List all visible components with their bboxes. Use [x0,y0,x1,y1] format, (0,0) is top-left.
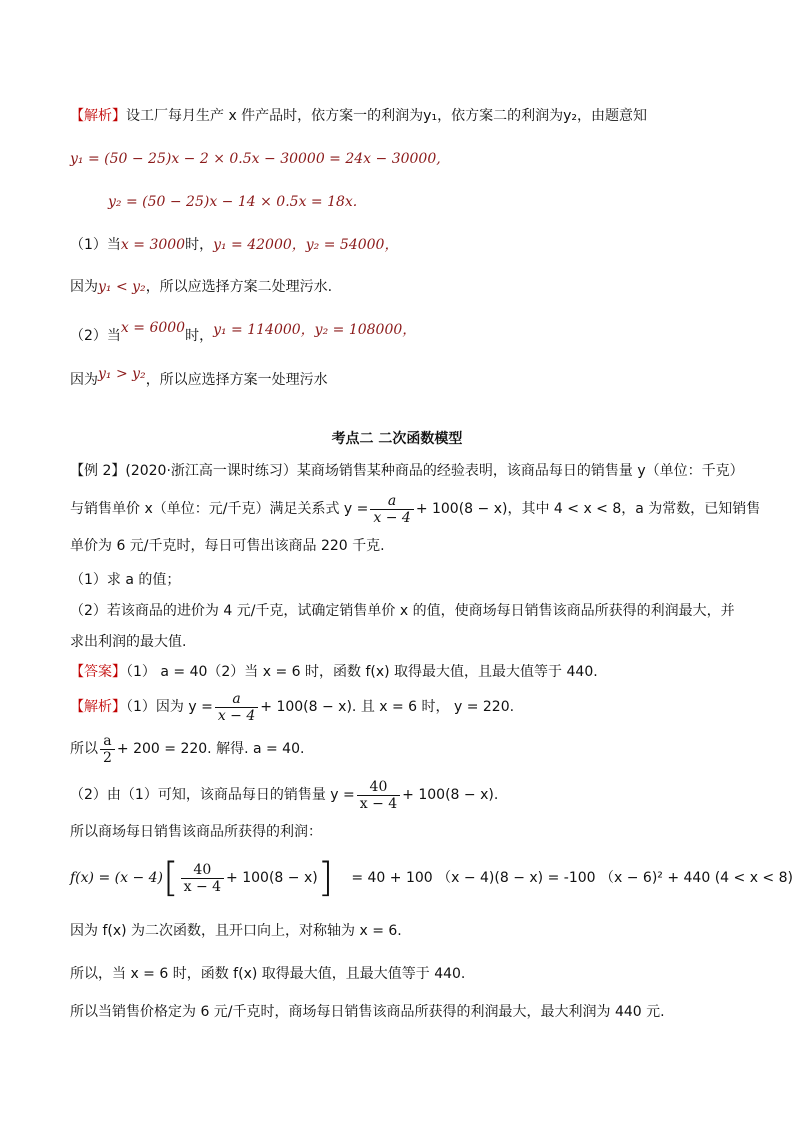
case-1-x: x = 3000 [120,237,186,253]
example-tag: 【例 2】 [70,463,126,479]
answer-text: （1） a = 40（2）当 x = 6 时，函数 f(x) 取得最大值，且最大值等于 440. [126,664,598,680]
frac-den: x − 4 [359,795,398,812]
solution-text-3b: + 100(8 − x). [402,787,499,803]
frac-num: 40 [181,862,224,879]
frac-den: x − 4 [183,878,222,895]
case-2-values: y₁ = 114000，y₂ = 108000， [213,322,417,338]
profit-rhs: = 40 + 100 （x − 4)(8 − x) = -100 （x − 6)² + 440 (4 < x < 8) [351,870,793,886]
analysis-intro: 设工厂每月生产 x 件产品时，依方案一的利润为y₁，依方案二的利润为y₂，由题意知 [126,108,647,124]
case-2-line [70,320,417,346]
case-1-conc-math: y₁ < y₂ [98,279,146,295]
fraction-a-over-2 [100,733,115,766]
fraction-40-over-x-4 [357,779,400,812]
solution-text-2b: + 200 = 220. 解得. a = 40. [116,741,305,757]
solution-text-1a: （1）因为 y = [126,699,213,715]
question-2-line-1: （2）若该商品的进价为 4 元/千克，试确定销售单价 x 的值，使商场每日销售该商品所获得的利润最大，并 [70,603,735,619]
solution-line-2 [70,732,304,766]
example-line-3: 单价为 6 元/千克时，每日可售出该商品 220 千克. [70,538,385,554]
frac-num: a [370,493,413,510]
solution-line-8: 所以当销售价格定为 6 元/千克时，商场每日销售该商品所获得的利润最大，最大利润为 440 元. [70,1004,665,1020]
case-1-values: y₁ = 42000，y₂ = 54000， [213,237,399,253]
example-line-1 [70,461,744,481]
case-1-shi: 时， [185,237,214,253]
example-text-2a: 与销售单价 x（单位：元/千克）满足关系式 y = [70,501,369,517]
solution-line-3 [70,778,498,812]
case-2-shi: 时， [185,328,214,344]
solution-text-1b: + 100(8 − x). 且 x = 6 时， y = 220. [260,699,515,715]
solution-text-2a: 所以 [70,741,98,757]
frac-den: 2 [103,749,112,766]
case-1-label: （1）当 [70,237,121,253]
question-2-line-2: 求出利润的最大值. [70,634,187,650]
case-2-conc-math: y₁ > y₂ [98,366,146,382]
case-2-conc-a: 因为 [70,372,98,388]
case-2-conclusion [70,366,328,390]
case-1-conc-a: 因为 [70,279,98,295]
example-text-2b: + 100(8 − x)，其中 4 < x < 8，a 为常数，已知销售 [415,501,761,517]
fraction-a-over-x-4-b [215,691,258,724]
question-1: （1）求 a 的值； [70,572,181,588]
case-2-conc-b: ，所以应选择方案一处理污水 [145,372,328,388]
example-text-1: (2020·浙江高一课时练习）某商场销售某种商品的经验表明，该商品每日的销售量 y（单位：千克） [125,463,744,479]
case-1-conc-b: ，所以应选择方案二处理污水. [145,279,333,295]
case-2-x: x = 6000 [120,320,186,336]
right-bracket: ] [317,855,334,901]
frac-num: a [215,691,258,708]
solution-text-3a: （2）由（1）可知，该商品每日的销售量 y = [70,787,355,803]
fraction-a-over-x-4 [370,493,413,526]
equation-y1: y₁ = (50 − 25)x − 2 × 0.5x − 30000 = 24x − 30000, [70,151,441,167]
case-2-label: （2）当 [70,328,121,344]
profit-inner: + 100(8 − x) [226,870,318,886]
solution-line-4: 所以商场每日销售该商品所获得的利润： [70,824,322,840]
section-heading: 考点二 二次函数模型 [331,431,463,447]
frac-den: x − 4 [217,707,256,724]
example-line-2 [70,492,760,526]
case-1-line [70,235,398,255]
profit-function-line [70,855,793,901]
profit-lhs: f(x) = (x − 4) [70,870,163,886]
analysis-tag: 【解析】 [70,108,126,124]
case-1-conclusion [70,277,332,297]
solution-line-7: 所以，当 x = 6 时，函数 f(x) 取得最大值，且最大值等于 440. [70,966,466,982]
solution-line-1 [70,690,514,724]
solution-line-6: 因为 f(x) 为二次函数，且开口向上，对称轴为 x = 6. [70,923,402,939]
answer-line [70,662,598,682]
analysis-line-1 [70,106,647,126]
frac-num: 40 [357,779,400,796]
left-bracket: [ [163,855,179,901]
solution-tag: 【解析】 [70,699,126,715]
fraction-40-over-x-4-b [181,862,224,895]
frac-den: x − 4 [373,509,411,526]
answer-tag: 【答案】 [70,664,126,680]
frac-num: a [100,733,115,750]
equation-y2: y₂ = (50 − 25)x − 14 × 0.5x = 18x. [108,194,358,210]
